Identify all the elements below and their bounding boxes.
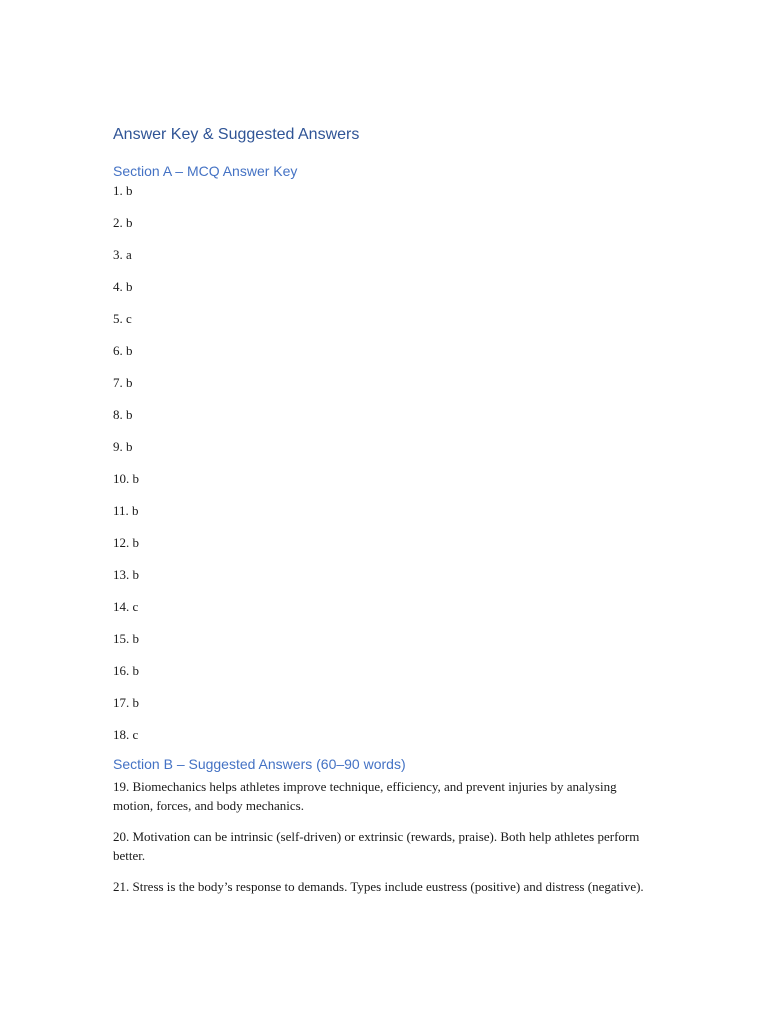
mcq-answer-item: 16. b [113, 663, 139, 678]
mcq-answer-item: 18. c [113, 727, 139, 742]
mcq-answer-item: 9. b [113, 439, 133, 454]
mcq-answer-item: 4. b [113, 279, 133, 294]
suggested-answer: 19. Biomechanics helps athletes improve technique, efficiency, and prevent injuries by analysing motion, forces, and body mechanics. [113, 779, 617, 813]
mcq-answer-item: 12. b [113, 535, 139, 550]
mcq-answer-item: 11. b [113, 503, 139, 518]
suggested-answer-list [113, 777, 658, 896]
mcq-answer-item: 2. b [113, 215, 133, 230]
mcq-answer-item: 13. b [113, 567, 139, 582]
mcq-answer-item: 10. b [113, 471, 139, 486]
mcq-answer-item: 17. b [113, 695, 139, 710]
mcq-answer-item: 6. b [113, 343, 133, 358]
mcq-answer-item: 3. a [113, 247, 132, 262]
mcq-answer-item: 7. b [113, 375, 133, 390]
document-title: Answer Key & Suggested Answers [113, 126, 360, 143]
suggested-answer: 21. Stress is the body’s response to demands. Types include eustress (positive) and distress (negative). [113, 879, 644, 894]
section-a-heading: Section A – MCQ Answer Key [113, 163, 298, 179]
mcq-answer-item: 8. b [113, 407, 133, 422]
mcq-answer-item: 5. c [113, 311, 132, 326]
document-content [113, 124, 658, 908]
mcq-answer-list [113, 183, 658, 743]
mcq-answer-item: 14. c [113, 599, 139, 614]
mcq-answer-item: 15. b [113, 631, 139, 646]
section-b-heading: Section B – Suggested Answers (60–90 words) [113, 756, 406, 772]
mcq-answer-item: 1. b [113, 183, 133, 198]
suggested-answer: 20. Motivation can be intrinsic (self-driven) or extrinsic (rewards, praise). Both help athletes perform better. [113, 829, 640, 863]
